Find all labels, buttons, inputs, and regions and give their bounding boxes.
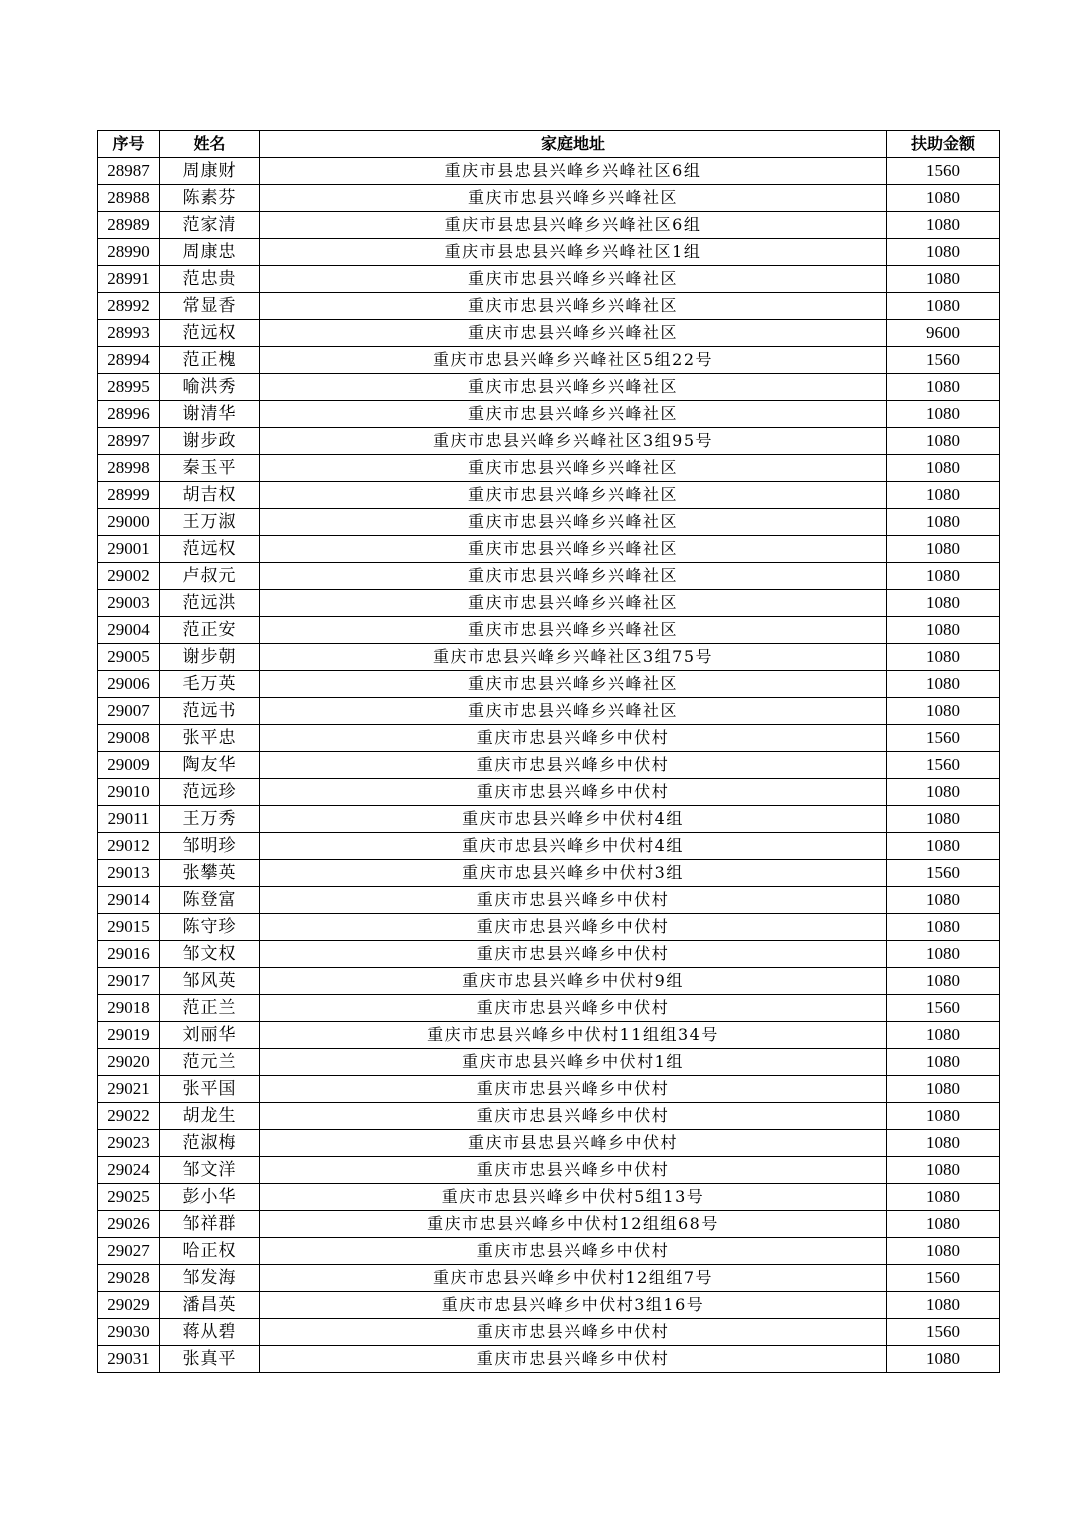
cell-name: 毛万英: [160, 671, 260, 698]
cell-assistance-amount: 1560: [887, 158, 1000, 185]
cell-name: 范正兰: [160, 995, 260, 1022]
cell-serial-number: 29031: [98, 1346, 160, 1373]
cell-assistance-amount: 1080: [887, 833, 1000, 860]
cell-serial-number: 29013: [98, 860, 160, 887]
cell-home-address: 重庆市忠县兴峰乡中伏村5组13号: [260, 1184, 887, 1211]
cell-serial-number: 29026: [98, 1211, 160, 1238]
cell-assistance-amount: 1560: [887, 1265, 1000, 1292]
cell-home-address: 重庆市忠县兴峰乡中伏村: [260, 1103, 887, 1130]
table-row: [98, 1211, 1000, 1238]
cell-assistance-amount: 1080: [887, 1184, 1000, 1211]
table-row: [98, 374, 1000, 401]
table-row: [98, 293, 1000, 320]
cell-name: 范忠贵: [160, 266, 260, 293]
cell-name: 张平忠: [160, 725, 260, 752]
cell-name: 邹文权: [160, 941, 260, 968]
cell-assistance-amount: 1080: [887, 1346, 1000, 1373]
table-row: [98, 482, 1000, 509]
cell-assistance-amount: 1080: [887, 671, 1000, 698]
table-row: [98, 968, 1000, 995]
cell-serial-number: 28996: [98, 401, 160, 428]
cell-assistance-amount: 1080: [887, 509, 1000, 536]
header-name: 姓名: [160, 131, 260, 158]
cell-home-address: 重庆市忠县兴峰乡中伏村: [260, 779, 887, 806]
cell-home-address: 重庆市忠县兴峰乡兴峰社区: [260, 185, 887, 212]
cell-assistance-amount: 1080: [887, 806, 1000, 833]
cell-home-address: 重庆市忠县兴峰乡兴峰社区: [260, 320, 887, 347]
table-row: [98, 455, 1000, 482]
cell-assistance-amount: 1080: [887, 239, 1000, 266]
table-row: [98, 1103, 1000, 1130]
cell-name: 陈素芬: [160, 185, 260, 212]
cell-home-address: 重庆市忠县兴峰乡中伏村: [260, 995, 887, 1022]
table-row: [98, 1292, 1000, 1319]
cell-name: 彭小华: [160, 1184, 260, 1211]
table-row: [98, 590, 1000, 617]
cell-serial-number: 28993: [98, 320, 160, 347]
cell-name: 卢叔元: [160, 563, 260, 590]
cell-serial-number: 29010: [98, 779, 160, 806]
cell-assistance-amount: 1080: [887, 941, 1000, 968]
cell-assistance-amount: 1080: [887, 617, 1000, 644]
cell-home-address: 重庆市忠县兴峰乡中伏村4组: [260, 833, 887, 860]
cell-home-address: 重庆市忠县兴峰乡中伏村: [260, 1346, 887, 1373]
table-row: [98, 914, 1000, 941]
cell-serial-number: 28992: [98, 293, 160, 320]
cell-assistance-amount: 1080: [887, 482, 1000, 509]
cell-serial-number: 29028: [98, 1265, 160, 1292]
cell-assistance-amount: 1080: [887, 1130, 1000, 1157]
table-row: [98, 941, 1000, 968]
table-row: [98, 1049, 1000, 1076]
cell-name: 范淑梅: [160, 1130, 260, 1157]
table-row: [98, 239, 1000, 266]
cell-home-address: 重庆市忠县兴峰乡中伏村: [260, 1319, 887, 1346]
cell-name: 邹祥群: [160, 1211, 260, 1238]
cell-name: 胡龙生: [160, 1103, 260, 1130]
cell-home-address: 重庆市忠县兴峰乡兴峰社区: [260, 509, 887, 536]
cell-home-address: 重庆市忠县兴峰乡兴峰社区: [260, 617, 887, 644]
cell-serial-number: 29018: [98, 995, 160, 1022]
cell-name: 谢步政: [160, 428, 260, 455]
cell-name: 哈正权: [160, 1238, 260, 1265]
cell-assistance-amount: 1080: [887, 428, 1000, 455]
table-row: [98, 1184, 1000, 1211]
assistance-table: [97, 130, 1000, 1373]
cell-assistance-amount: 1080: [887, 1157, 1000, 1184]
cell-assistance-amount: 1560: [887, 995, 1000, 1022]
cell-name: 范远书: [160, 698, 260, 725]
cell-home-address: 重庆市县忠县兴峰乡兴峰社区6组: [260, 158, 887, 185]
cell-serial-number: 28989: [98, 212, 160, 239]
cell-serial-number: 29005: [98, 644, 160, 671]
cell-serial-number: 29003: [98, 590, 160, 617]
table-row: [98, 509, 1000, 536]
cell-serial-number: 29000: [98, 509, 160, 536]
table-row: [98, 320, 1000, 347]
table-row: [98, 1265, 1000, 1292]
cell-serial-number: 29025: [98, 1184, 160, 1211]
cell-serial-number: 28995: [98, 374, 160, 401]
cell-assistance-amount: 1080: [887, 1292, 1000, 1319]
cell-name: 张平国: [160, 1076, 260, 1103]
cell-home-address: 重庆市县忠县兴峰乡兴峰社区1组: [260, 239, 887, 266]
cell-assistance-amount: 1080: [887, 644, 1000, 671]
cell-assistance-amount: 1080: [887, 914, 1000, 941]
table-row: [98, 995, 1000, 1022]
cell-serial-number: 29012: [98, 833, 160, 860]
cell-assistance-amount: 1080: [887, 1022, 1000, 1049]
cell-home-address: 重庆市忠县兴峰乡中伏村4组: [260, 806, 887, 833]
table-row: [98, 1022, 1000, 1049]
cell-assistance-amount: 1080: [887, 887, 1000, 914]
cell-home-address: 重庆市忠县兴峰乡兴峰社区3组95号: [260, 428, 887, 455]
cell-assistance-amount: 1080: [887, 968, 1000, 995]
cell-serial-number: 29016: [98, 941, 160, 968]
cell-home-address: 重庆市忠县兴峰乡中伏村1组: [260, 1049, 887, 1076]
cell-name: 周康忠: [160, 239, 260, 266]
cell-home-address: 重庆市忠县兴峰乡兴峰社区: [260, 455, 887, 482]
table-row: [98, 752, 1000, 779]
cell-name: 邹发海: [160, 1265, 260, 1292]
table-row: [98, 1238, 1000, 1265]
cell-home-address: 重庆市忠县兴峰乡兴峰社区: [260, 590, 887, 617]
cell-serial-number: 29008: [98, 725, 160, 752]
table-row: [98, 1130, 1000, 1157]
cell-assistance-amount: 1560: [887, 347, 1000, 374]
table-row: [98, 563, 1000, 590]
cell-assistance-amount: 1080: [887, 590, 1000, 617]
table-row: [98, 806, 1000, 833]
table-row: [98, 428, 1000, 455]
table-row: [98, 698, 1000, 725]
cell-name: 谢步朝: [160, 644, 260, 671]
cell-serial-number: 29021: [98, 1076, 160, 1103]
cell-name: 王万淑: [160, 509, 260, 536]
cell-serial-number: 29002: [98, 563, 160, 590]
table-row: [98, 1157, 1000, 1184]
cell-serial-number: 29004: [98, 617, 160, 644]
cell-serial-number: 28998: [98, 455, 160, 482]
cell-serial-number: 29001: [98, 536, 160, 563]
header-assistance-amount: 扶助金额: [887, 131, 1000, 158]
cell-assistance-amount: 1080: [887, 455, 1000, 482]
cell-assistance-amount: 9600: [887, 320, 1000, 347]
cell-home-address: 重庆市忠县兴峰乡中伏村3组16号: [260, 1292, 887, 1319]
cell-serial-number: 28990: [98, 239, 160, 266]
cell-assistance-amount: 1080: [887, 1238, 1000, 1265]
cell-serial-number: 28997: [98, 428, 160, 455]
cell-assistance-amount: 1080: [887, 536, 1000, 563]
cell-name: 范正安: [160, 617, 260, 644]
cell-home-address: 重庆市忠县兴峰乡中伏村: [260, 887, 887, 914]
cell-home-address: 重庆市县忠县兴峰乡中伏村: [260, 1130, 887, 1157]
table-row: [98, 536, 1000, 563]
cell-home-address: 重庆市忠县兴峰乡兴峰社区3组75号: [260, 644, 887, 671]
table-row: [98, 887, 1000, 914]
cell-assistance-amount: 1080: [887, 266, 1000, 293]
cell-serial-number: 29024: [98, 1157, 160, 1184]
cell-home-address: 重庆市忠县兴峰乡中伏村: [260, 752, 887, 779]
cell-home-address: 重庆市忠县兴峰乡兴峰社区: [260, 293, 887, 320]
table-row: [98, 1346, 1000, 1373]
cell-assistance-amount: 1080: [887, 563, 1000, 590]
cell-assistance-amount: 1080: [887, 401, 1000, 428]
cell-home-address: 重庆市忠县兴峰乡中伏村12组组7号: [260, 1265, 887, 1292]
cell-home-address: 重庆市忠县兴峰乡兴峰社区: [260, 671, 887, 698]
cell-home-address: 重庆市县忠县兴峰乡兴峰社区6组: [260, 212, 887, 239]
cell-name: 张真平: [160, 1346, 260, 1373]
cell-home-address: 重庆市忠县兴峰乡兴峰社区: [260, 266, 887, 293]
cell-name: 张攀英: [160, 860, 260, 887]
cell-name: 谢清华: [160, 401, 260, 428]
cell-name: 潘昌英: [160, 1292, 260, 1319]
cell-name: 陈守珍: [160, 914, 260, 941]
cell-assistance-amount: 1080: [887, 1211, 1000, 1238]
header-home-address: 家庭地址: [260, 131, 887, 158]
cell-home-address: 重庆市忠县兴峰乡中伏村9组: [260, 968, 887, 995]
cell-home-address: 重庆市忠县兴峰乡中伏村12组组68号: [260, 1211, 887, 1238]
cell-home-address: 重庆市忠县兴峰乡中伏村11组组34号: [260, 1022, 887, 1049]
table-row: [98, 671, 1000, 698]
table-row: [98, 644, 1000, 671]
table-row: [98, 1319, 1000, 1346]
cell-assistance-amount: 1080: [887, 1103, 1000, 1130]
table-row: [98, 158, 1000, 185]
cell-name: 范远权: [160, 320, 260, 347]
table-row: [98, 833, 1000, 860]
cell-serial-number: 28999: [98, 482, 160, 509]
cell-home-address: 重庆市忠县兴峰乡兴峰社区: [260, 482, 887, 509]
table-row: [98, 779, 1000, 806]
cell-name: 秦玉平: [160, 455, 260, 482]
cell-name: 王万秀: [160, 806, 260, 833]
table-row: [98, 185, 1000, 212]
header-serial-number: 序号: [98, 131, 160, 158]
cell-home-address: 重庆市忠县兴峰乡中伏村: [260, 1076, 887, 1103]
cell-home-address: 重庆市忠县兴峰乡中伏村: [260, 1157, 887, 1184]
cell-serial-number: 29030: [98, 1319, 160, 1346]
cell-home-address: 重庆市忠县兴峰乡中伏村: [260, 914, 887, 941]
cell-name: 邹风英: [160, 968, 260, 995]
table-body: [98, 158, 1000, 1373]
cell-assistance-amount: 1080: [887, 1049, 1000, 1076]
table-row: [98, 617, 1000, 644]
cell-name: 陶友华: [160, 752, 260, 779]
cell-name: 刘丽华: [160, 1022, 260, 1049]
cell-assistance-amount: 1560: [887, 1319, 1000, 1346]
cell-serial-number: 28994: [98, 347, 160, 374]
cell-name: 邹文洋: [160, 1157, 260, 1184]
cell-home-address: 重庆市忠县兴峰乡兴峰社区5组22号: [260, 347, 887, 374]
cell-assistance-amount: 1080: [887, 698, 1000, 725]
cell-serial-number: 29020: [98, 1049, 160, 1076]
cell-serial-number: 29017: [98, 968, 160, 995]
cell-name: 陈登富: [160, 887, 260, 914]
cell-name: 邹明珍: [160, 833, 260, 860]
header-row: [98, 131, 1000, 158]
table-row: [98, 1076, 1000, 1103]
cell-serial-number: 29023: [98, 1130, 160, 1157]
cell-home-address: 重庆市忠县兴峰乡中伏村3组: [260, 860, 887, 887]
cell-name: 范远权: [160, 536, 260, 563]
cell-home-address: 重庆市忠县兴峰乡兴峰社区: [260, 374, 887, 401]
table-row: [98, 347, 1000, 374]
cell-name: 范远珍: [160, 779, 260, 806]
cell-serial-number: 28991: [98, 266, 160, 293]
cell-name: 喻洪秀: [160, 374, 260, 401]
cell-serial-number: 29019: [98, 1022, 160, 1049]
cell-home-address: 重庆市忠县兴峰乡兴峰社区: [260, 698, 887, 725]
cell-serial-number: 29014: [98, 887, 160, 914]
table-row: [98, 212, 1000, 239]
cell-serial-number: 29029: [98, 1292, 160, 1319]
table-row: [98, 266, 1000, 293]
cell-serial-number: 28988: [98, 185, 160, 212]
cell-serial-number: 28987: [98, 158, 160, 185]
cell-serial-number: 29006: [98, 671, 160, 698]
cell-assistance-amount: 1080: [887, 212, 1000, 239]
table-row: [98, 860, 1000, 887]
table-row: [98, 725, 1000, 752]
cell-serial-number: 29009: [98, 752, 160, 779]
cell-assistance-amount: 1080: [887, 185, 1000, 212]
cell-assistance-amount: 1560: [887, 725, 1000, 752]
cell-name: 范远洪: [160, 590, 260, 617]
cell-assistance-amount: 1080: [887, 293, 1000, 320]
cell-name: 范家清: [160, 212, 260, 239]
cell-assistance-amount: 1080: [887, 374, 1000, 401]
cell-assistance-amount: 1560: [887, 752, 1000, 779]
cell-assistance-amount: 1080: [887, 1076, 1000, 1103]
cell-assistance-amount: 1560: [887, 860, 1000, 887]
cell-serial-number: 29011: [98, 806, 160, 833]
cell-home-address: 重庆市忠县兴峰乡兴峰社区: [260, 536, 887, 563]
table-row: [98, 401, 1000, 428]
cell-home-address: 重庆市忠县兴峰乡中伏村: [260, 941, 887, 968]
cell-home-address: 重庆市忠县兴峰乡兴峰社区: [260, 563, 887, 590]
cell-name: 蒋从碧: [160, 1319, 260, 1346]
cell-home-address: 重庆市忠县兴峰乡兴峰社区: [260, 401, 887, 428]
cell-name: 范元兰: [160, 1049, 260, 1076]
cell-name: 常显香: [160, 293, 260, 320]
cell-serial-number: 29022: [98, 1103, 160, 1130]
cell-name: 周康财: [160, 158, 260, 185]
cell-name: 范正槐: [160, 347, 260, 374]
cell-home-address: 重庆市忠县兴峰乡中伏村: [260, 1238, 887, 1265]
cell-home-address: 重庆市忠县兴峰乡中伏村: [260, 725, 887, 752]
cell-serial-number: 29027: [98, 1238, 160, 1265]
cell-serial-number: 29015: [98, 914, 160, 941]
cell-assistance-amount: 1080: [887, 779, 1000, 806]
cell-serial-number: 29007: [98, 698, 160, 725]
cell-name: 胡吉权: [160, 482, 260, 509]
